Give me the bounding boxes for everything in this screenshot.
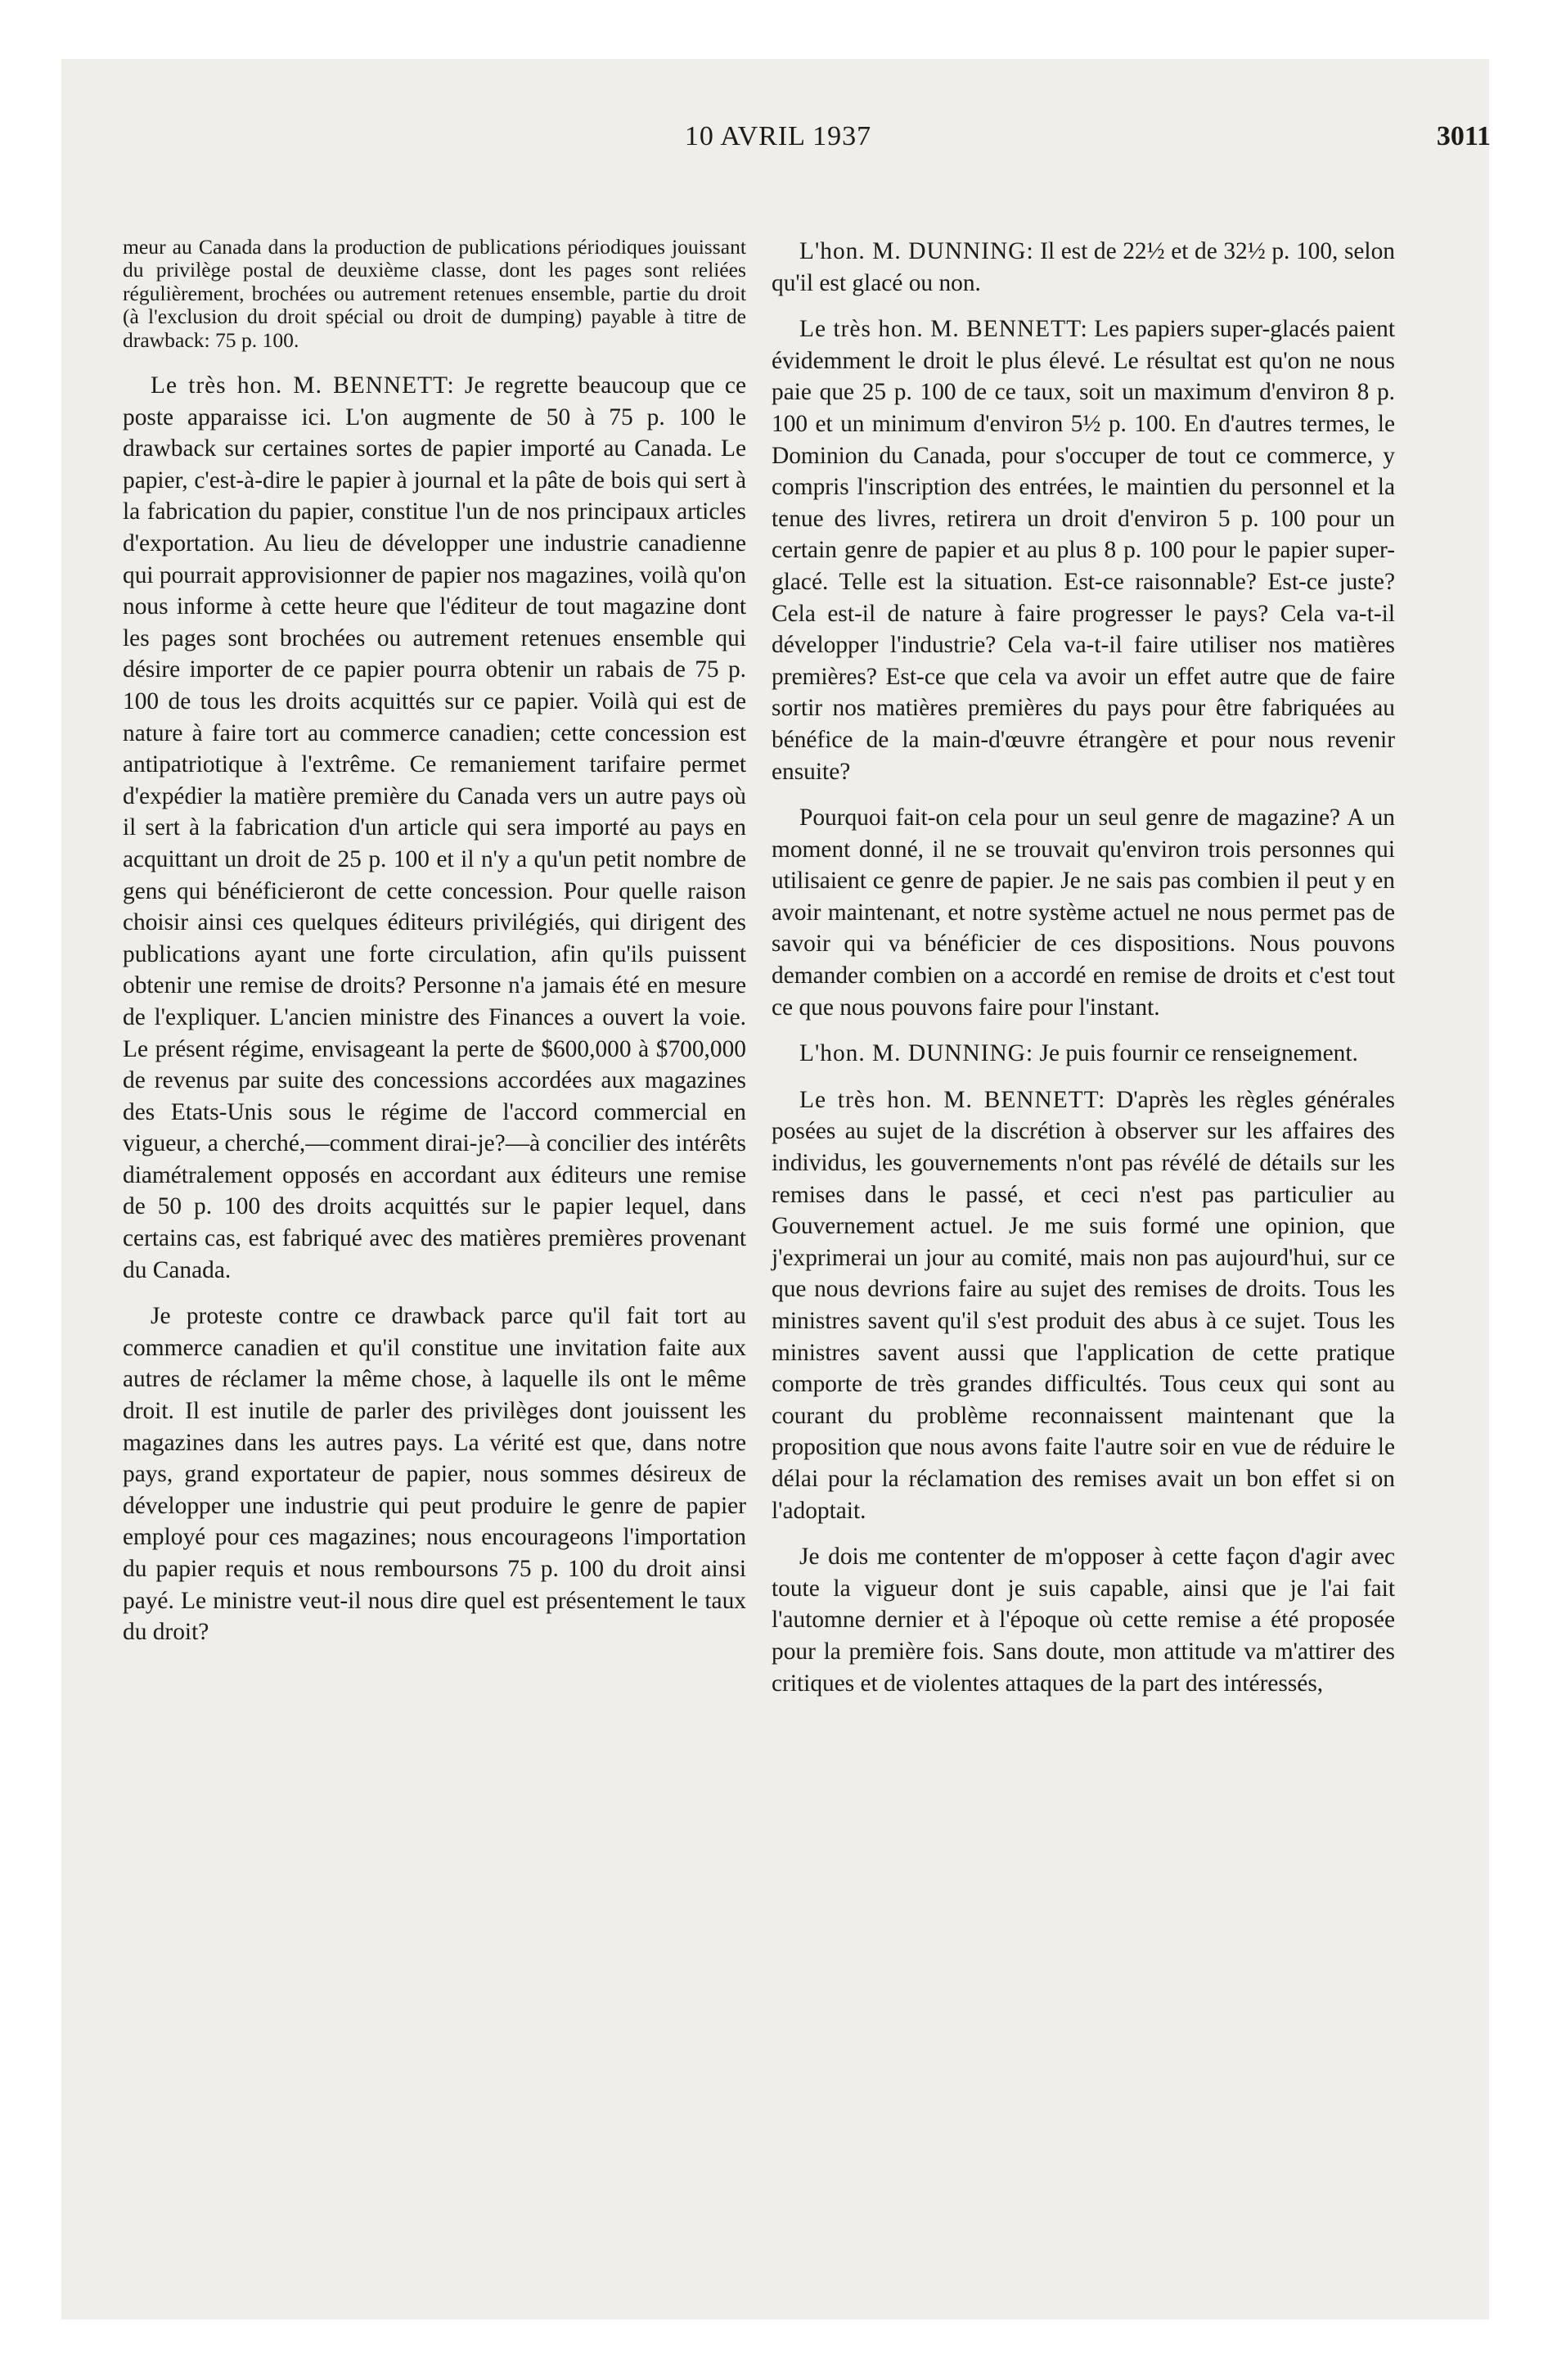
paragraph xyxy=(123,370,746,1286)
speaker-name: Le très hon. M. BENNETT: xyxy=(151,372,455,399)
paragraph xyxy=(772,802,1395,1023)
speaker-name: L'hon. M. DUNNING: xyxy=(799,238,1034,264)
paragraph-text: Je proteste contre ce drawback parce qu'il fait tort au commerce canadien et qu'il constitue une invitation faite aux autres de réclamer la même chose, à laquelle ils ont le même droit. Il est inutile de parler des privilèges dont jouissent les magazines dans les autres pays. La vérité est que, dans notre pays, grand exportateur de papier, nous sommes désireux de développer une industrie qui peut produire le genre de papier employé pour ces magazines; nous encourageons l'importation du papier requis et nous remboursons 75 p. 100 du droit ainsi payé. Le ministre veut-il nous dire quel est présentement le taux du droit? xyxy=(123,1303,746,1646)
paragraph-text: D'après les règles générales posées au sujet de la discrétion à observer sur les affaires des individus, les gouvernements n'ont pas révélé de détails sur les remises dans le passé, et ceci n'est pas particulier au Gouvernement actuel. Je me suis formé une opinion, que j'exprimerai un jour au comité, mais non pas aujourd'hui, sur ce que nous devrions faire au sujet des remises de droits. Tous les ministres savent qu'il s'est produit des abus à ce sujet. Tous les ministres savent aussi que l'application de cette pratique comporte de très grandes difficultés. Tous ceux qui sont au courant du problème reconnaissent maintenant que la proposition que nous avons faite l'autre soir en vue de réduire le délai pour la réclamation des remises avait un bon effet si on l'adoptait. xyxy=(772,1086,1395,1524)
paragraph xyxy=(772,1038,1395,1070)
right-column xyxy=(772,236,1395,1699)
header-date: 10 AVRIL 1937 xyxy=(684,121,872,151)
paragraph-text: meur au Canada dans la production de publications périodiques jouissant du privilège postal de deuxième classe, dont les pages sont reliées régulièrement, brochées ou autrement retenues ensemble, partie du droit (à l'exclusion du droit spécial ou droit de dumping) payable à titre de drawback: 75 p. 100. xyxy=(123,235,746,352)
paragraph xyxy=(123,236,746,352)
paragraph-text: Je dois me contenter de m'opposer à cette façon d'agir avec toute la vigueur dont je suis capable, ainsi que je l'ai fait l'automne dernier et à l'époque où cette remise a été proposée pour la première fois. Sans doute, mon attitude va m'attirer des critiques et de violentes attaques de la part des intéressés, xyxy=(772,1544,1395,1697)
paragraph xyxy=(123,1300,746,1648)
page-header xyxy=(65,121,1491,157)
left-column xyxy=(123,236,746,1648)
paragraph-text: Pourquoi fait-on cela pour un seul genre de magazine? A un moment donné, il ne se trouvait qu'environ trois personnes qui utilisaient ce genre de papier. Je ne sais pas combien il peut y en avoir maintenant, et notre système actuel ne nous permet pas de savoir qui va bénéficier de ces dispositions. Nous pouvons demander combien on a accordé en remise de droits et c'est tout ce que nous pouvons faire pour l'instant. xyxy=(772,805,1395,1021)
paragraph-text: Je regrette beaucoup que ce poste apparaisse ici. L'on augmente de 50 à 75 p. 100 le drawback sur certaines sortes de papier importé au Canada. Le papier, c'est-à-dire le papier à journal et la pâte de bois qui sert à la fabrication du papier, constitue l'un de nos principaux articles d'exportation. Au lieu de développer une industrie canadienne qui pourrait approvisionner de papier nos magazines, voilà qu'on nous informe à cette heure que l'éditeur de tout magazine dont les pages sont brochées ou autrement retenues ensemble qui désire importer de ce papier pourra obtenir un rabais de 75 p. 100 de tous les droits acquittés sur ce papier. Voilà qui est de nature à faire tort au commerce canadien; cette concession est antipatriotique à l'extrême. Ce remaniement tarifaire permet d'expédier la matière première du Canada vers un autre pays où il sert à la fabrication d'un article qui sera importé au pays en acquittant un droit de 25 p. 100 et il n'y a qu'un petit nombre de gens qui bénéficieront de cette concession. Pour quelle raison choisir ainsi ces quelques éditeurs privilégiés, qui dirigent des publications ayant une forte circulation, afin qu'ils puissent obtenir une remise de droits? Personne n'a jamais été en mesure de l'expliquer. L'ancien ministre des Finances a ouvert la voie. Le présent régime, envisageant la perte de $600,000 à $700,000 de revenus par suite des concessions accordées aux magazines des Etats-Unis sous le régime de l'accord commercial en vigueur, a cherché,—comment dirai-je?—à concilier des intérêts diamétralement opposés en accordant aux éditeurs une remise de 50 p. 100 des droits acquittés sur le papier lequel, dans certains cas, est fabriqué avec des matières premières provenant du Canada. xyxy=(123,372,747,1283)
speaker-name: Le très hon. M. BENNETT: xyxy=(799,316,1088,343)
paragraph-text: Il est de 22½ et de 32½ p. 100, selon qu'il est glacé ou non. xyxy=(772,238,1395,296)
paragraph-text: Les papiers super-glacés paient évidemment le droit le plus élevé. Le résultat est qu'on ne nous paie que 25 p. 100 de ce taux, soit un maximum d'environ 8 p. 100 et un minimum d'environ 5½ p. 100. En d'autres termes, le Dominion du Canada, pour s'occuper de tout ce commerce, y compris l'inscription des entrées, le maintien du personnel et la tenue des livres, retirera un droit d'environ 5 p. 100 pour un certain genre de papier et au plus 8 p. 100 pour le papier super-glacé. Telle est la situation. Est-ce raisonnable? Est-ce juste? Cela est-il de nature à faire progresser le pays? Cela va-t-il développer l'industrie? Cela va-t-il faire utiliser nos matières premières? Est-ce que cela va avoir un effet autre que de faire sortir nos matières premières du pays pour être fabriquées au bénéfice de la main-d'œuvre étrangère et pour nous revenir ensuite? xyxy=(772,316,1395,785)
paragraph-text: Je puis fournir ce renseignement. xyxy=(1039,1040,1358,1067)
paragraph xyxy=(772,313,1395,787)
page-number: 3011 xyxy=(1436,121,1491,151)
paragraph xyxy=(772,1541,1395,1699)
speaker-name: L'hon. M. DUNNING: xyxy=(799,1040,1034,1067)
paragraph xyxy=(772,236,1395,299)
paragraph xyxy=(772,1084,1395,1526)
speaker-name: Le très hon. M. BENNETT: xyxy=(799,1086,1106,1113)
